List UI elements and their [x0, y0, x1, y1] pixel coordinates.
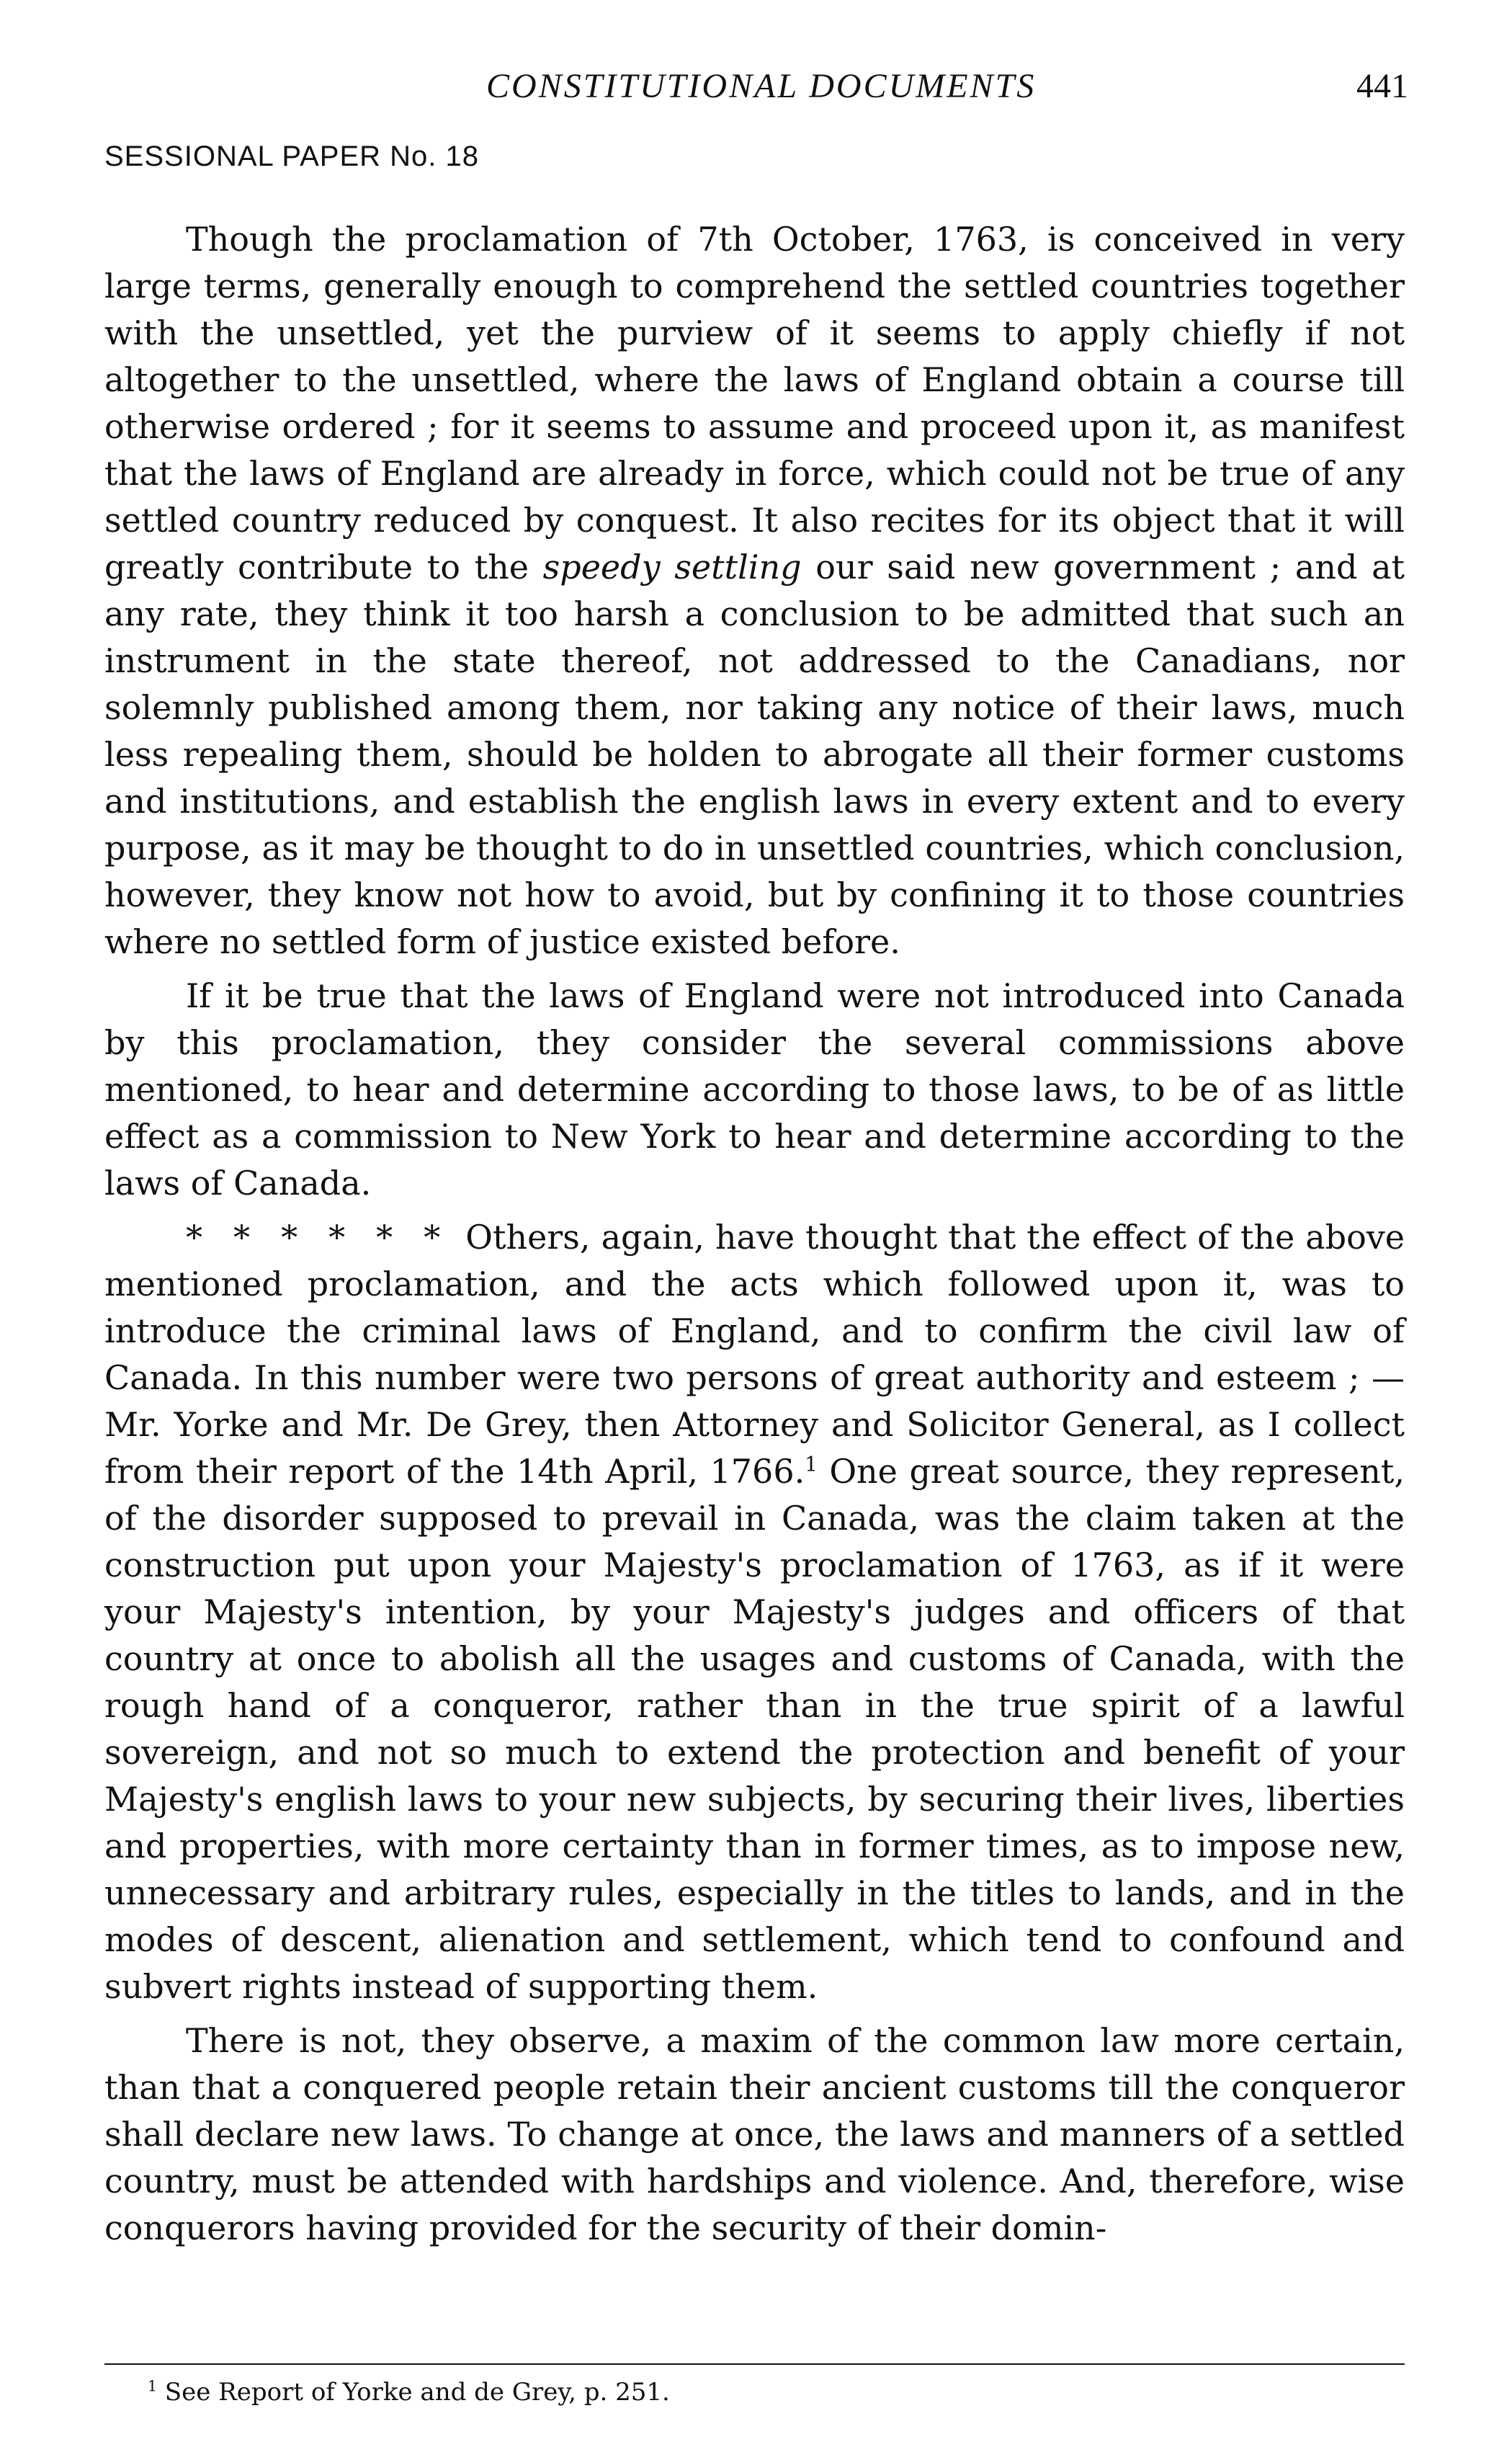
paragraph-2: If it be true that the laws of England were not introduced into Canada by this proclamation, they consider the several commissions above mentioned, to hear and determine according to those laws, to be of as little effect as a commission to New York to hear and determine according to the laws of Canada.: [104, 976, 1405, 1203]
running-head: [104, 66, 1408, 110]
running-title: CONSTITUTIONAL DOCUMENTS: [486, 67, 1037, 105]
footnote-reference: 1: [805, 1452, 818, 1476]
paragraph-1-italic: speedy settling: [542, 548, 802, 587]
paragraph-3: [104, 1214, 1405, 2010]
ellipsis-stars: * * * * * *: [186, 1218, 451, 1257]
paragraph-1-text: Though the proclamation of 7th October, 1763, is conceived in very large terms, generally enough to comprehend the settled countries together with the unsettled, yet the purview of it seems to apply chiefly if not altogether to the unsettled, where the laws of England obtain a course till otherwise ordered ; for it seems to assume and proceed upon it, as manifest that the laws of England are already in force, which could not be true of any settled country reduced by conquest. It also recites for its object that it will greatly contribute to the: [104, 220, 1405, 587]
page-number: 441: [1356, 67, 1408, 105]
footnote-divider: [104, 2363, 1405, 2365]
body-text: [104, 216, 1405, 2259]
paragraph-1-end: our said new government ; and at any rate, they think it too harsh a conclusion to be admitted that such an instrument in the state thereof, not addressed to the Canadians, nor solemnly published among them, nor taking any notice of their laws, much less repealing them, should be holden to abrogate all their former customs and institutions, and establish the english laws in every extent and to every purpose, as it may be thought to do in unsettled countries, which conclusion, however, they know not how to avoid, but by confining it to those countries where no settled form of justice existed before.: [104, 548, 1405, 961]
paragraph-3-end: One great source, they represent, of the disorder supposed to prevail in Canada, was the claim taken at the construction put upon your Majesty's proclamation of 1763, as if it were your Majesty's intention, by your Majesty's judges and officers of that country at once to abolish all the usages and customs of Canada, with the rough hand of a conqueror, rather than in the true spirit of a lawful sovereign, and not so much to extend the protection and benefit of your Majesty's english laws to your new subjects, by securing their lives, liberties and properties, with more certainty than in former times, as to impose new, unnecessary and arbitrary rules, especially in the titles to lands, and in the modes of descent, alienation and settlement, which tend to confound and subvert rights instead of supporting them.: [104, 1452, 1405, 2006]
paragraph-3-text: Others, again, have thought that the effect of the above mentioned proclamation, and the acts which followed upon it, was to introduce the criminal laws of England, and to confirm the civil law of Canada. In this number were two persons of great authority and esteem ; —Mr. Yorke and Mr. De Grey, then Attorney and Solicitor General, as I collect from their report of the 14th April, 1766.: [104, 1218, 1405, 1491]
footnote-text: See Report of Yorke and de Grey, p. 251.: [164, 2378, 670, 2407]
footnote: [148, 2378, 670, 2407]
footnote-marker: 1: [148, 2377, 157, 2395]
sessional-paper-label: SESSIONAL PAPER No. 18: [104, 141, 479, 172]
paragraph-1: [104, 216, 1405, 966]
paragraph-4: There is not, they observe, a maxim of the common law more certain, than that a conquered people retain their ancient customs till the conqueror shall declare new laws. To change at once, the laws and manners of a settled country, must be attended with hardships and violence. And, therefore, wise conquerors having provided for the security of their domin-: [104, 2021, 1405, 2247]
